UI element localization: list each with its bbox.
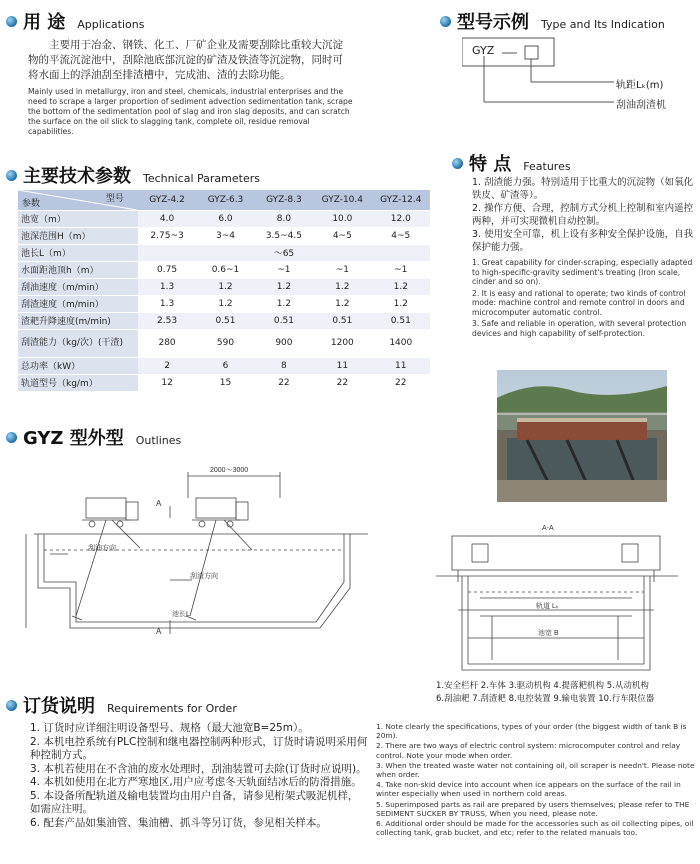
table-cell: 0.6~1 (196, 261, 254, 278)
table-cell: 11 (372, 357, 430, 374)
type-code: GYZ (472, 44, 495, 57)
table-row (18, 278, 430, 295)
table-cell: 22 (372, 374, 430, 391)
table-cell: 1.2 (372, 278, 430, 295)
table-row (18, 329, 430, 357)
type-heading (440, 8, 665, 34)
table-corner-cell (18, 190, 138, 210)
table-cell: 4~5 (372, 227, 430, 244)
row-label: 水面距池顶h（m） (18, 261, 138, 278)
table-row (18, 227, 430, 244)
table-cell: 6.0 (196, 210, 254, 227)
feature-item-cn: 3. 使用安全可靠，机上设有多种安全保护设施，自我保护能力强。 (472, 229, 694, 253)
features-list-en (472, 258, 694, 338)
order-list-en (376, 722, 696, 837)
section-mark-top: A (156, 499, 162, 508)
table-cell: ~1 (313, 261, 371, 278)
table-cell: 1400 (372, 329, 430, 357)
technical-title-en: Technical Parameters (143, 172, 260, 185)
table-cell: 3.5~4.5 (255, 227, 313, 244)
type-title-en: Type and Its Indication (541, 18, 665, 31)
table-cell: 15 (196, 374, 254, 391)
parts-legend-line1: 1.安全栏杆 2.车体 3.驱动机构 4.提落耙机构 5.从动机构 (436, 681, 649, 691)
row-label: 池长L（m） (18, 244, 138, 261)
order-item-cn: 6. 配套产品如集油管、集油槽、抓斗等另订货，参见相关样本。 (30, 816, 327, 829)
order-item-en: 2. There are two ways of electric control system: microcomputer control and relay control. Note your mode when order. (376, 741, 681, 760)
row-label: 池深范围H（m） (18, 227, 138, 244)
row-label: 刮油速度（m/min） (18, 278, 138, 295)
table-row (18, 357, 430, 374)
order-item-en: 4. Take non-skid device into account when ice appears on the surface of the rail in winter especially when used in northern cold areas. (376, 780, 681, 799)
table-cell: 1200 (313, 329, 371, 357)
order-item-cn: 5. 本设备所配轨道及输电装置均由用户自备，请参见桁架式吸泥机样，如需应注明。 (30, 789, 359, 815)
table-cell: 0.75 (138, 261, 196, 278)
outlines-heading (6, 424, 181, 450)
cross-section-svg (432, 520, 682, 680)
corner-param-label: 参数 (22, 198, 41, 209)
type-label-machine: 刮油刮渣机 (616, 100, 666, 111)
features-title-en: Features (523, 160, 571, 173)
feature-item-cn: 1. 刮渣能力强。特别适用于比重大的沉淀物（如氧化铁皮、矿渣等）。 (472, 177, 694, 201)
section-mark-bottom: A (156, 627, 162, 636)
photo-illustration (497, 370, 667, 502)
dim-label: 2000～3000 (210, 467, 249, 474)
table-cell: ~1 (255, 261, 313, 278)
row-label: 刮渣速度（m/min） (18, 295, 138, 312)
type-label-gauge: 轨距Lₖ(m) (616, 80, 664, 91)
table-row (18, 374, 430, 391)
feature-item-en: 2. It is easy and rational to operate; two kinds of control mode: machine control and remote control in doors and microcomputer automatic control. (472, 288, 686, 317)
table-cell: 12 (138, 374, 196, 391)
table-cell: 1.3 (138, 278, 196, 295)
row-label: 刮渣能力（kg/次）(干渣) (18, 329, 138, 357)
order-item-cn: 4. 本机如使用在北方严寒地区,用户应考虑冬天轨面结冰后的防滑措施。 (30, 776, 362, 788)
section-bullet-icon (6, 700, 17, 711)
corner-model-label: 型号 (105, 194, 124, 204)
table-header-row (18, 190, 430, 210)
order-title-en: Requirements for Order (107, 702, 237, 715)
cross-section-drawing (432, 520, 682, 680)
section-bullet-icon (6, 432, 17, 443)
features-title-cn: 特 点 (469, 154, 512, 175)
features-list-cn (472, 177, 696, 254)
table-cell: 4.0 (138, 210, 196, 227)
order-item-en: 1. Note clearly the specifications, types of your order (the biggest width of tank B is 20m). (376, 722, 687, 741)
feature-item-en: 1. Great capability for cinder-scraping, especially adapted to high-specific-gravity sediment's treating (Iron scale, cinder and so on). (472, 258, 693, 286)
table-cell: 6 (196, 357, 254, 374)
slag-direction-label: 刮渣方向 (190, 573, 218, 580)
outlines-title-en: Outlines (135, 434, 182, 447)
installation-photo (497, 370, 667, 502)
model-header: GYZ-10.4 (313, 190, 371, 210)
feature-item-cn: 2. 操作方便、合理，控制方式分机上控制和室内遥控两种，并可实现微机自动控制。 (472, 203, 694, 227)
parameters-table (18, 190, 430, 392)
table-cell: 1.2 (313, 278, 371, 295)
order-item-cn: 2. 本机电控系统有PLC控制和继电器控制两种形式，订货时请说明采用何种控制方式。 (30, 735, 368, 761)
section-bullet-icon (440, 16, 451, 27)
table-cell: 0.51 (255, 312, 313, 329)
model-header: GYZ-12.4 (372, 190, 430, 210)
technical-title-cn: 主要技术参数 (23, 166, 131, 187)
table-cell: 590 (196, 329, 254, 357)
table-cell: 1.2 (196, 278, 254, 295)
table-cell: 3~4 (196, 227, 254, 244)
model-header: GYZ-6.3 (196, 190, 254, 210)
track-label: 轨道 Lₖ (536, 603, 559, 610)
table-cell: 8.0 (255, 210, 313, 227)
order-title-cn: 订货说明 (23, 696, 95, 717)
parts-legend-line2: 6.刮油耙 7.刮渣耙 8.电控装置 9.输电装置 10.行车限位器 (436, 694, 655, 704)
model-header: GYZ-8.3 (255, 190, 313, 210)
table-cell: 2.75~3 (138, 227, 196, 244)
features-heading (452, 150, 571, 176)
outlines-title-cn: GYZ 型外型 (23, 428, 124, 449)
table-cell: 0.51 (196, 312, 254, 329)
table-cell: 1.2 (196, 295, 254, 312)
order-item-en: 6. Additional order should be made for the accessories such as oil collecting pipes, oil collecting tank, grab bucket, and etc; refer to the related manuals too. (376, 819, 694, 838)
table-cell: ~1 (372, 261, 430, 278)
table-row (18, 295, 430, 312)
table-row (18, 244, 430, 261)
table-cell: 1.2 (372, 295, 430, 312)
section-bullet-icon (452, 158, 463, 169)
row-label: 池宽（m） (18, 210, 138, 227)
table-cell: 10.0 (313, 210, 371, 227)
section-bullet-icon (6, 170, 17, 181)
section-bullet-icon (6, 16, 17, 27)
table-cell: 11 (313, 357, 371, 374)
applications-title-cn: 用 途 (23, 12, 66, 33)
table-row (18, 261, 430, 278)
applications-body-cn: 主要用于冶金、钢铁、化工、厂矿企业及需要刮除比重较大沉淀物的平流沉淀池中，刮除池底部沉淀的矿渣及铁渣等沉淀物，同时可将水面上的浮油刮至排渣槽中，完成油、渣的去除功能。 (28, 39, 343, 81)
table-cell: 4~5 (313, 227, 371, 244)
table-cell: 900 (255, 329, 313, 357)
table-cell: 1.3 (138, 295, 196, 312)
row-label: 渣耙升降速度(m/min) (18, 312, 138, 329)
aa-label: A-A (542, 525, 554, 532)
oil-direction-label: 刮油方向 (88, 545, 116, 552)
feature-item-en: 3. Safe and reliable in operation, with several protection devices and high capability of self-protection. (472, 319, 687, 338)
applications-title-en: Applications (77, 18, 145, 31)
table-cell: 0.51 (313, 312, 371, 329)
row-label: 轨道型号（kg/m） (18, 374, 138, 391)
table-cell: 2.53 (138, 312, 196, 329)
longitudinal-section-drawing (20, 458, 370, 648)
table-cell: 22 (255, 374, 313, 391)
table-cell: 1.2 (313, 295, 371, 312)
table-cell-span: ～65 (138, 244, 430, 261)
model-header: GYZ-4.2 (138, 190, 196, 210)
row-label: 总功率（kW） (18, 357, 138, 374)
width-label: 池宽 B (538, 630, 559, 637)
order-item-cn: 1. 订货时应详细注明设备型号、规格（最大池宽B=25m）。 (30, 722, 309, 734)
table-cell: 12.0 (372, 210, 430, 227)
table-cell: 22 (313, 374, 371, 391)
length-label: 池长L (172, 611, 190, 618)
order-heading (6, 692, 237, 718)
applications-body-en: Mainly used in metallurgy, iron and steel, chemicals, industrial enterprises and the need to scrape a larger proportion of sediment advection sedimentation tank, scrape the bottom of the sedimentation pool of slag and iron slag deposits, and can scratch the surface on the oil slick to slagging tank, complete oil, residue removal capabilities. (28, 87, 353, 136)
order-item-en: 5. Superimposed parts as rail are prepared by users themselves; please refer to THE SEDIMENT SUCKER BY TRUSS, When you need, please note. (376, 799, 690, 818)
order-item-cn: 3. 本机若使用在不含油的废水处理时，刮油装置可去除(订货时应说明)。 (30, 762, 367, 775)
table-row (18, 312, 430, 329)
parts-legend (436, 680, 698, 706)
table-cell: 8 (255, 357, 313, 374)
table-cell: 1.2 (255, 278, 313, 295)
order-item-en: 3. When the treated waste water not containing oil, oil scraper is needn't. Please note when order. (376, 760, 695, 780)
order-list-cn (30, 722, 368, 830)
table-cell: 280 (138, 329, 196, 357)
type-title-cn: 型号示例 (457, 12, 529, 33)
outline-drawing (20, 458, 370, 648)
table-cell: 0.51 (372, 312, 430, 329)
technical-heading (6, 162, 260, 188)
table-cell: 2 (138, 357, 196, 374)
applications-heading (6, 8, 144, 34)
table-cell: 1.2 (255, 295, 313, 312)
table-row (18, 210, 430, 227)
